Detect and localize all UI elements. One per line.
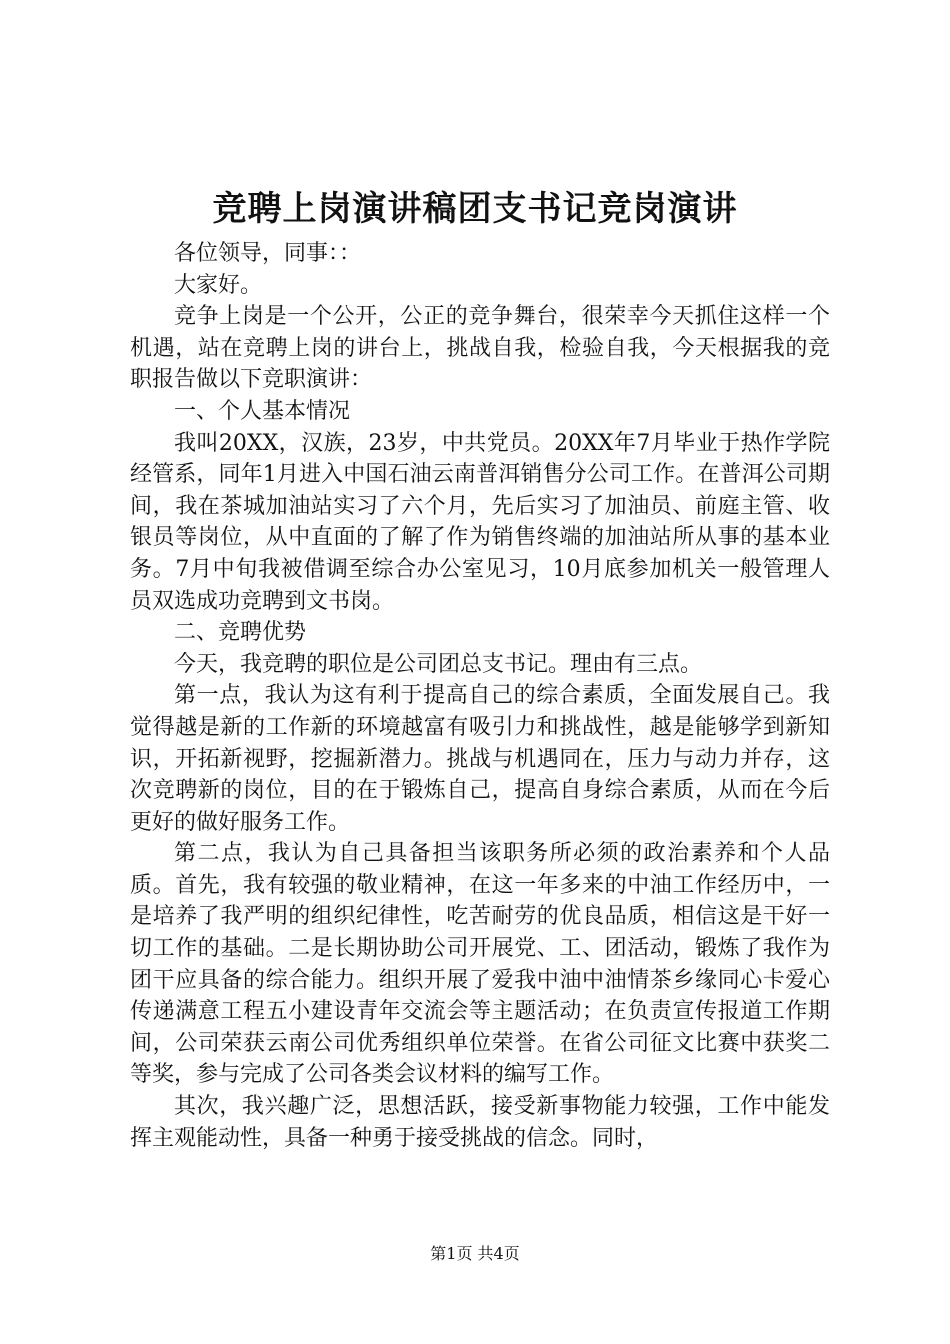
paragraph-secondly: 其次，我兴趣广泛，思想活跃，接受新事物能力较强，工作中能发挥主观能动性，具备一种勇于接受挑战的信念。同时， — [130, 1094, 830, 1151]
section-heading-advantages: 二、竞聘优势 — [174, 620, 307, 646]
page-footer: 第1页 共4页 — [430, 1244, 520, 1263]
paragraph-point-one: 第一点，我认为这有利于提高自己的综合素质，全面发展自己。我觉得越是新的工作新的环境越富有吸引力和挑战性，越是能够学到新知识，开拓新视野，挖掘新潜力。挑战与机遇同在，压力与动力并存，这次竞聘新的岗位，目的在于锻炼自己，提高自身综合素质，从而在今后更好的做好服务工作。 — [130, 683, 830, 835]
document-title: 竞聘上岗演讲稿团支书记竞岗演讲 — [212, 189, 738, 229]
paragraph-personal-info: 我叫20XX，汉族，23岁，中共党员。20XX年7月毕业于热作学院经管系，同年1月进入中国石油云南普洱销售分公司工作。在普洱公司期间，我在茶城加油站实习了六个月，先后实习了加油员、前庭主管、收银员等岗位，从中直面的了解了作为销售终端的加油站所从事的基本业务。7月中旬我被借调至综合办公室见习，10月底参加机关一般管理人员双选成功竞聘到文书岗。 — [130, 430, 830, 614]
paragraph-greeting: 大家好。 — [174, 272, 263, 298]
paragraph-intro: 竞争上岗是一个公开，公正的竞争舞台，很荣幸今天抓住这样一个机遇，站在竞聘上岗的讲台上，挑战自我，检验自我，今天根据我的竞职报告做以下竞职演讲： — [130, 304, 830, 393]
paragraph-salutation: 各位领导，同事：： — [174, 241, 362, 266]
paragraph-point-two: 第二点，我认为自己具备担当该职务所必须的政治素养和个人品质。首先，我有较强的敬业精神，在这一年多来的中油工作经历中，一是培养了我严明的组织纪律性，吃苦耐劳的优良品质，相信这是干好一切工作的基础。二是长期协助公司开展党、工、团活动，锻炼了我作为团干应具备的综合能力。组织开展了爱我中油中油情茶乡缘同心卡爱心传递满意工程五小建设青年交流会等主题活动；在负责宣传报道工作期间，公司荣获云南公司优秀组织单位荣誉。在省公司征文比赛中获奖二等奖，参与完成了公司各类会议材料的编写工作。 — [130, 841, 830, 1088]
paragraph-position: 今天，我竞聘的职位是公司团总支书记。理由有三点。 — [174, 651, 703, 677]
document-body — [130, 238, 830, 1154]
section-heading-personal-info: 一、个人基本情况 — [174, 398, 351, 424]
